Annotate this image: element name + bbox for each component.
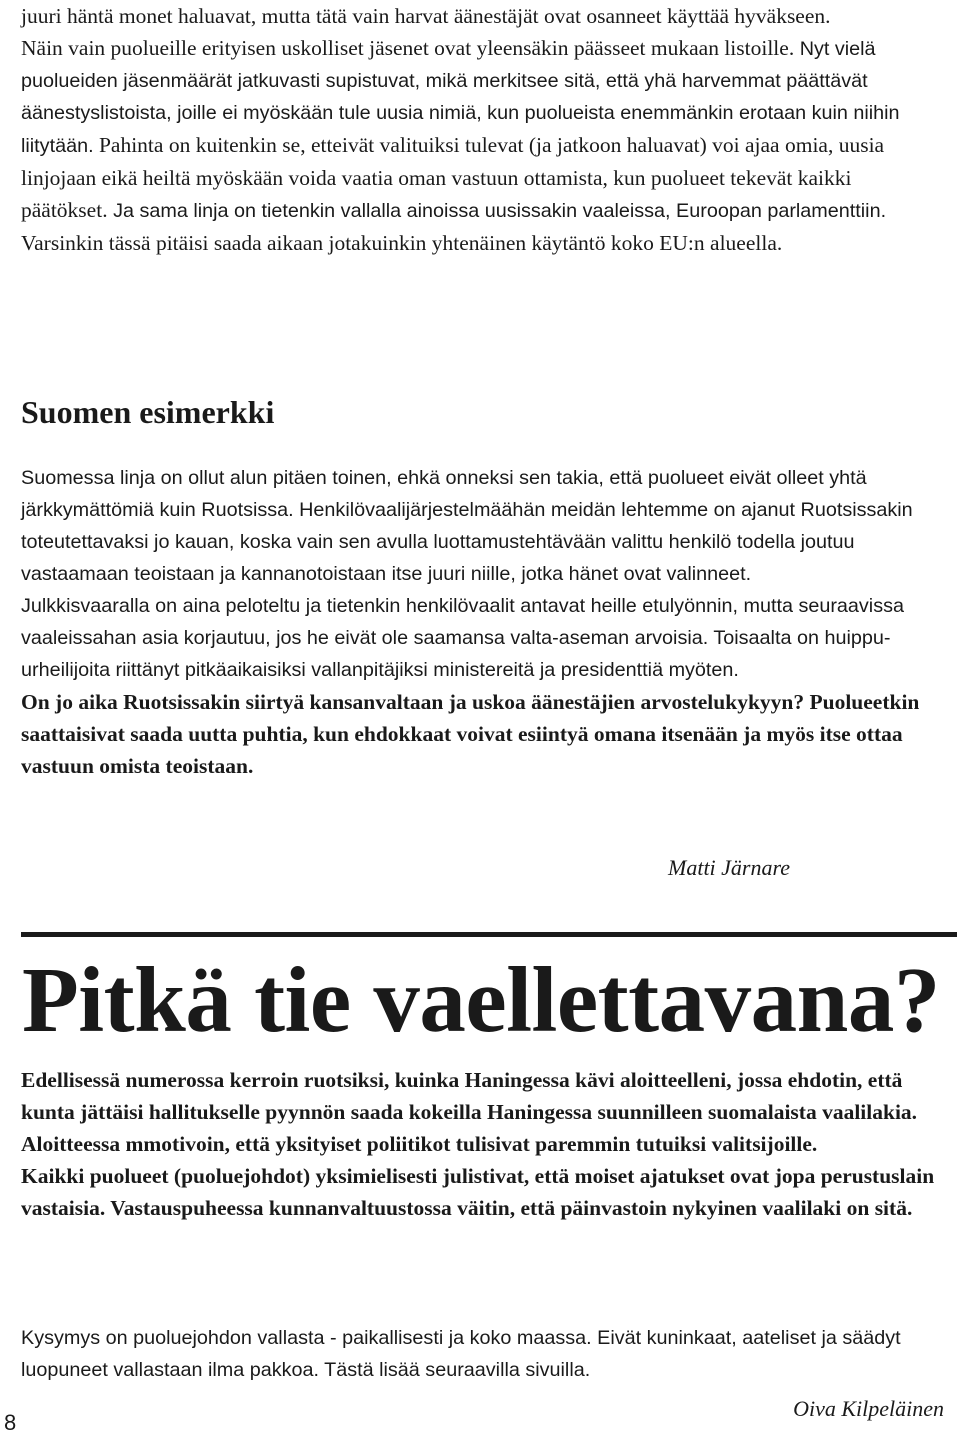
closing-paragraph: Kysymys on puoluejohdon vallasta - paikallisesti ja koko maassa. Eivät kuninkaat, aateliset ja säädyt luopuneet vallastaan ilma pakkoa. Tästä lisää seuraavilla sivuilla.	[21, 1327, 901, 1381]
suomen-paragraph-2	[21, 590, 939, 686]
page-number: 8	[4, 1410, 17, 1435]
lead-paragraph-1: Edellisessä numerossa kerroin ruotsiksi, kuinka Haningessa kävi aloitteelleni, jossa ehdotin, että kunta jättäisi hallitukselle pyynnön saada kokeilla Haningessa suunnilleen suomalaista vaalilakia. Aloitteessa mmotivoin, että yksityiset poliitikot tulisivat paremmin tutuiksi valitsijoille.	[21, 1068, 918, 1156]
suomen-section-body	[21, 462, 939, 782]
paragraph-intro-2	[21, 32, 939, 259]
paragraph-intro-2-serif-d: Varsinkin tässä pitäisi saada aikaan jotakuinkin yhtenäinen käytäntö koko EU:n alueella.	[21, 231, 783, 255]
paragraph-intro-2-serif-b: Pahinta on kuitenkin se, etteivät valituiksi tulevat (ja jatkoon haluavat) voi ajaa omia, uusia linjojaan eikä heiltä myöskään voida vaatia oman vastuun ottamista, kun puolueet tekevät kaikki päätökset.	[21, 133, 885, 222]
closing-text-block	[21, 1322, 939, 1386]
paragraph-intro-2-serif: Näin vain puolueille erityisen uskolliset jäsenet ovat yleensäkin päässeet mukaan listoille.	[21, 36, 795, 60]
lead-paragraph-2: Kaikki puolueet (puoluejohdot) yksimielisesti julistivat, että moiset ajatukset ovat jopa perustuslain vastaisia. Vastauspuheessa kunnanvaltuustossa väitin, että päinvastoin nykyinen vaalilaki on sitä.	[21, 1164, 935, 1220]
suomen-paragraph-1-a: Suomessa linja on ollut alun pitäen toinen, ehkä onneksi sen takia, että puolueet eivät olleet yhtä järkkymättömiä kuin Ruotsissa.	[21, 467, 867, 521]
signature-matti: Matti Järnare	[668, 855, 790, 880]
section-divider	[21, 932, 957, 937]
article-title: Pitkä tie vaellettavana?	[22, 949, 940, 1052]
paragraph-intro-2-sans-a: Nyt vielä puolueiden jäsenmäärät jatkuvasti supistuvat, mikä merkitsee sitä, että yhä harvemmat päättävät äänestyslistoista, joille ei myöskään tule uusia nimiä, kun puolueista enemmänkin erotaan kuin niihin liitytään.	[21, 38, 900, 157]
suomen-paragraph-1-b: Henkilövaalijärjestelmäähän meidän lehtemme on ajanut Ruotsissakin toteutettavaksi jo kauan, koska vain sen avulla luottamustehtävään valittu henkilö todella joutuu vastaamaan teoistaan ja kannanotoistaan itse juuri niille, jotka hänet ovat valinneet.	[21, 499, 913, 585]
suomen-paragraph-2-b: Toisaalta on huippu-urheilijoita riittänyt pitkäaikaisiksi vallanpitäjiksi ministereitä ja presidenttiä myöten.	[21, 627, 891, 681]
section-heading: Suomen esimerkki	[21, 394, 275, 430]
suomen-paragraph-1	[21, 462, 939, 590]
signature-oiva: Oiva Kilpeläinen	[793, 1396, 944, 1421]
paragraph-intro-2-sans-c: Ja sama linja on tietenkin vallalla ainoissa uusissakin vaaleissa, Euroopan parlamenttiin.	[107, 200, 887, 222]
paragraph-intro-1: juuri häntä monet haluavat, mutta tätä vain harvat äänestäjät ovat osanneet käyttää hyväkseen.	[21, 4, 831, 28]
top-text-block	[21, 0, 939, 259]
suomen-paragraph-3-bold: On jo aika Ruotsissakin siirtyä kansanvaltaan ja uskoa äänestäjien arvostelukykyyn? Puolueetkin saattaisivat saada uutta puhtia, kun ehdokkaat voivat esiintyä omana itsenään ja myös itse ottaa vastuun omista teoistaan.	[21, 690, 920, 778]
suomen-paragraph-2-a: Julkkisvaaralla on aina peloteltu ja tietenkin henkilövaalit antavat heille etulyönnin, mutta seuraavissa vaaleissahan asia korjautuu, jos he eivät ole saamansa valta-aseman arvoisia.	[21, 595, 904, 649]
lead-text-block	[21, 1064, 939, 1224]
